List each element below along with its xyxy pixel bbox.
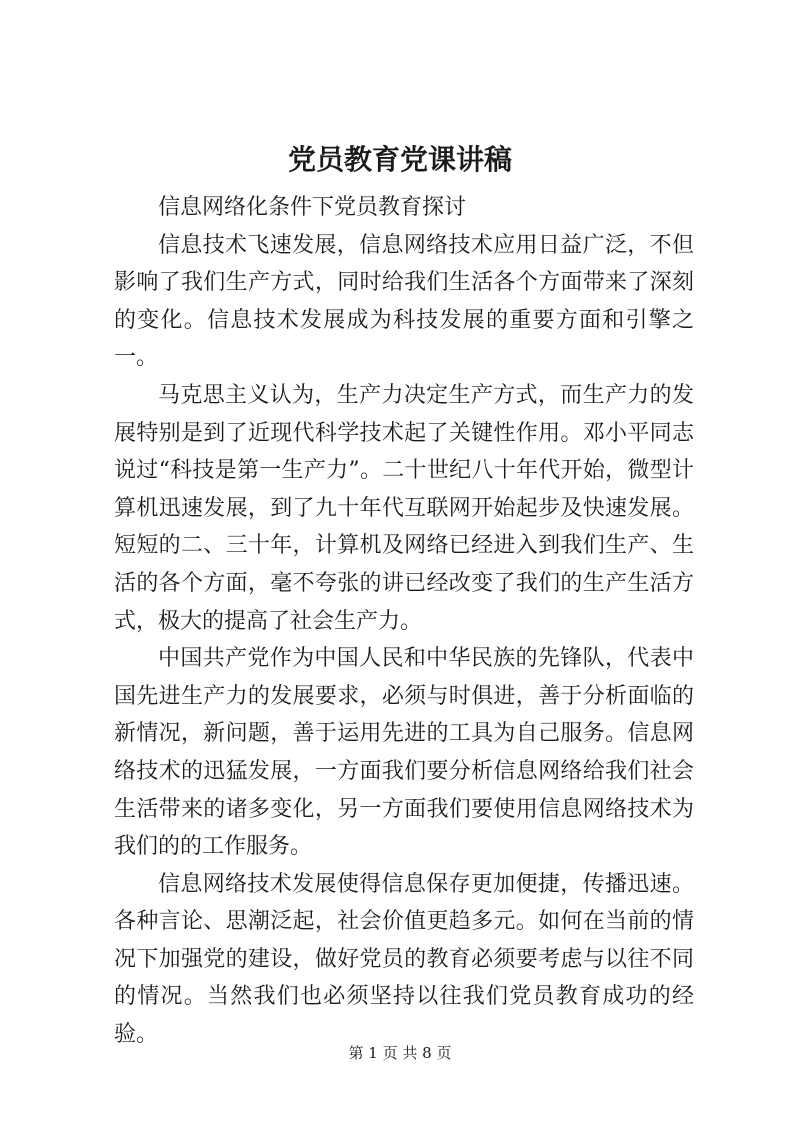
body-paragraph: 信息技术飞速发展，信息网络技术应用日益广泛，不但影响了我们生产方式，同时给我们生活各个方面带来了深刻的变化。信息技术发展成为科技发展的重要方面和引擎之一。 (114, 232, 694, 371)
document-body (114, 189, 694, 1054)
document-title: 党员教育党课讲稿 (287, 143, 512, 176)
body-paragraph: 中国共产党作为中国人民和中华民族的先锋队，代表中国先进生产力的发展要求，必须与时俱进，善于分析面临的新情况，新问题，善于运用先进的工具为自己服务。信息网络技术的迅猛发展，一方面我们要分析信息网络给我们社会生活带来的诸多变化，另一方面我们要使用信息网络技术为我们的的工作服务。 (114, 646, 694, 860)
page-number-footer: 第 1 页 共 8 页 (348, 1044, 452, 1062)
body-paragraph: 马克思主义认为，生产力决定生产方式，而生产力的发展特别是到了近现代科学技术起了关键性作用。邓小平同志说过“科技是第一生产力”。二十世纪八十年代开始，微型计算机迅速发展，到了九十年代互联网开始起步及快速发展。短短的二、三十年，计算机及网络已经进入到我们生产、生活的各个方面，毫不夸张的讲已经改变了我们的生产生活方式，极大的提高了社会生产力。 (114, 382, 694, 634)
body-paragraph: 信息网络技术发展使得信息保存更加便捷，传播迅速。各种言论、思潮泛起，社会价值更趋多元。如何在当前的情况下加强党的建设，做好党员的教育必须要考虑与以往不同的情况。当然我们也必须坚持以往我们党员教育成功的经验。 (114, 871, 694, 1048)
subtitle-paragraph: 信息网络化条件下党员教育探讨 (158, 195, 467, 220)
